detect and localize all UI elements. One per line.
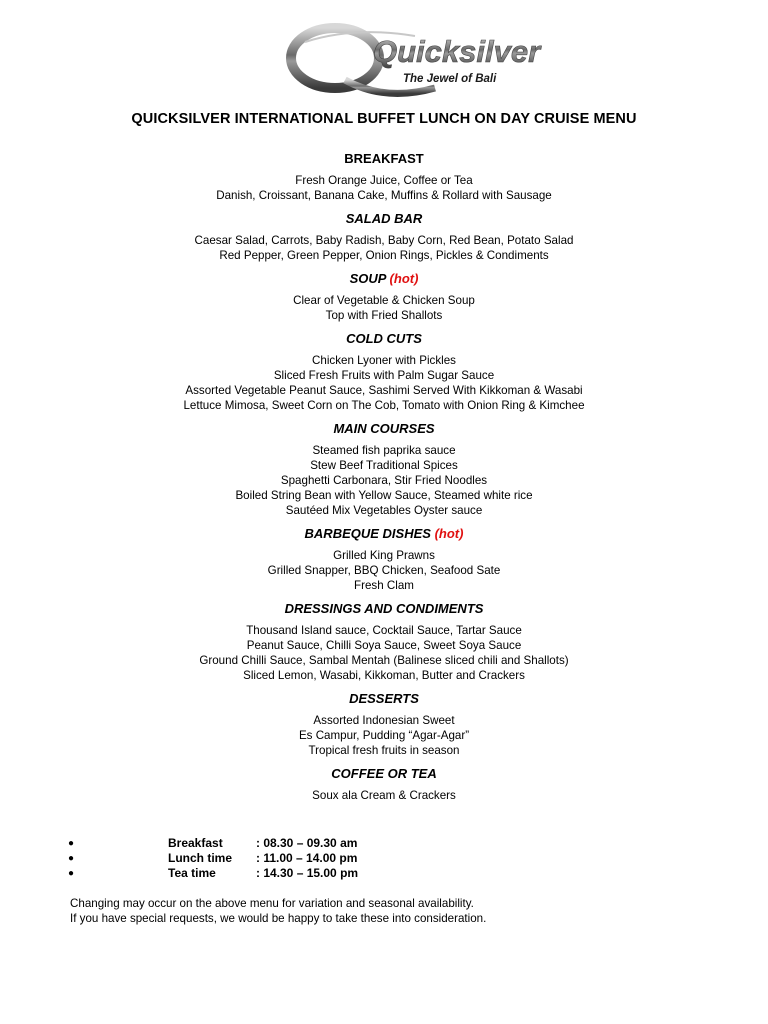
- section-heading-text: BREAKFAST: [344, 151, 424, 166]
- section-heading: [0, 765, 768, 782]
- menu-section: [0, 765, 768, 803]
- note-line: If you have special requests, we would be happy to take these into consideration.: [70, 912, 487, 925]
- schedule-label: Lunch time: [168, 851, 233, 865]
- section-heading: [0, 690, 768, 707]
- section-heading-text: SOUP: [349, 271, 386, 286]
- menu-item: Sautéed Mix Vegetables Oyster sauce: [285, 504, 483, 517]
- menu-item: Ground Chilli Sauce, Sambal Mentah (Balinese sliced chili and Shallots): [199, 654, 569, 667]
- menu-sections: [0, 150, 768, 803]
- section-heading-text: COLD CUTS: [346, 331, 422, 346]
- section-heading: [0, 330, 768, 347]
- section-heading-text: MAIN COURSES: [333, 421, 435, 436]
- note-line: Changing may occur on the above menu for variation and seasonal availability.: [70, 897, 474, 910]
- menu-item: Caesar Salad, Carrots, Baby Radish, Baby Corn, Red Bean, Potato Salad: [194, 234, 574, 247]
- quicksilver-logo: [285, 22, 541, 100]
- schedule-time: : 14.30 – 15.00 pm: [256, 866, 359, 880]
- menu-item: Sliced Lemon, Wasabi, Kikkoman, Butter and Crackers: [243, 669, 525, 682]
- menu-section: [0, 150, 768, 203]
- schedule-label: Breakfast: [168, 836, 223, 850]
- menu-item: Assorted Vegetable Peanut Sauce, Sashimi Served With Kikkoman & Wasabi: [185, 384, 583, 397]
- menu-item: Fresh Clam: [354, 579, 414, 592]
- menu-item: Clear of Vegetable & Chicken Soup: [293, 294, 475, 307]
- schedule-list: [68, 836, 568, 881]
- menu-item: Steamed fish paprika sauce: [312, 444, 456, 457]
- section-heading-text: BARBEQUE DISHES: [304, 526, 431, 541]
- bullet-icon: ●: [68, 868, 75, 879]
- menu-item: Assorted Indonesian Sweet: [313, 714, 455, 727]
- menu-item: Tropical fresh fruits in season: [308, 744, 460, 757]
- menu-item: Boiled String Bean with Yellow Sauce, Steamed white rice: [235, 489, 533, 502]
- section-heading: [0, 150, 768, 167]
- schedule-row: [68, 866, 568, 881]
- hot-label: (hot): [389, 271, 419, 286]
- menu-section: [0, 600, 768, 683]
- menu-item: Danish, Croissant, Banana Cake, Muffins & Rollard with Sausage: [216, 189, 552, 202]
- menu-item: Grilled Snapper, BBQ Chicken, Seafood Sate: [267, 564, 501, 577]
- menu-section: [0, 525, 768, 593]
- menu-item: Stew Beef Traditional Spices: [310, 459, 458, 472]
- menu-section: [0, 210, 768, 263]
- bullet-icon: ●: [68, 838, 75, 849]
- section-heading-text: SALAD BAR: [345, 211, 423, 226]
- section-heading-text: DESSERTS: [349, 691, 419, 706]
- schedule-label: Tea time: [168, 866, 216, 880]
- section-heading: [0, 525, 768, 542]
- section-heading: [0, 210, 768, 227]
- footer-notes: [70, 896, 486, 926]
- menu-section: [0, 330, 768, 413]
- menu-section: [0, 690, 768, 758]
- quicksilver-logo-graphic: [285, 22, 541, 100]
- page-title: QUICKSILVER INTERNATIONAL BUFFET LUNCH ON DAY CRUISE MENU: [131, 111, 637, 127]
- section-heading-text: COFFEE OR TEA: [331, 766, 437, 781]
- section-heading: [0, 420, 768, 437]
- menu-section: [0, 420, 768, 518]
- menu-item: Top with Fried Shallots: [325, 309, 443, 322]
- menu-item: Lettuce Mimosa, Sweet Corn on The Cob, Tomato with Onion Ring & Kimchee: [183, 399, 585, 412]
- schedule-row: [68, 836, 568, 851]
- section-heading-text: DRESSINGS AND CONDIMENTS: [284, 601, 484, 616]
- menu-item: Spaghetti Carbonara, Stir Fried Noodles: [280, 474, 488, 487]
- section-heading: [0, 600, 768, 617]
- menu-item: Sliced Fresh Fruits with Palm Sugar Sauce: [273, 369, 495, 382]
- schedule-time: : 08.30 – 09.30 am: [256, 836, 358, 850]
- menu-item: Es Campur, Pudding “Agar-Agar”: [298, 729, 470, 742]
- logo-tagline: The Jewel of Bali: [403, 73, 497, 85]
- menu-item: Fresh Orange Juice, Coffee or Tea: [295, 174, 473, 187]
- menu-item: Chicken Lyoner with Pickles: [312, 354, 456, 367]
- menu-item: Peanut Sauce, Chilli Soya Sauce, Sweet Soya Sauce: [246, 639, 522, 652]
- menu-item: Thousand Island sauce, Cocktail Sauce, Tartar Sauce: [246, 624, 522, 637]
- menu-item: Grilled King Prawns: [333, 549, 435, 562]
- section-heading: [0, 270, 768, 287]
- schedule-time: : 11.00 – 14.00 pm: [256, 851, 358, 865]
- menu-item: Red Pepper, Green Pepper, Onion Rings, Pickles & Condiments: [219, 249, 549, 262]
- logo-brand-text: Quicksilver: [373, 34, 541, 69]
- bullet-icon: ●: [68, 853, 75, 864]
- menu-item: Soux ala Cream & Crackers: [312, 789, 456, 802]
- hot-label: (hot): [434, 526, 464, 541]
- menu-section: [0, 270, 768, 323]
- schedule-row: [68, 851, 568, 866]
